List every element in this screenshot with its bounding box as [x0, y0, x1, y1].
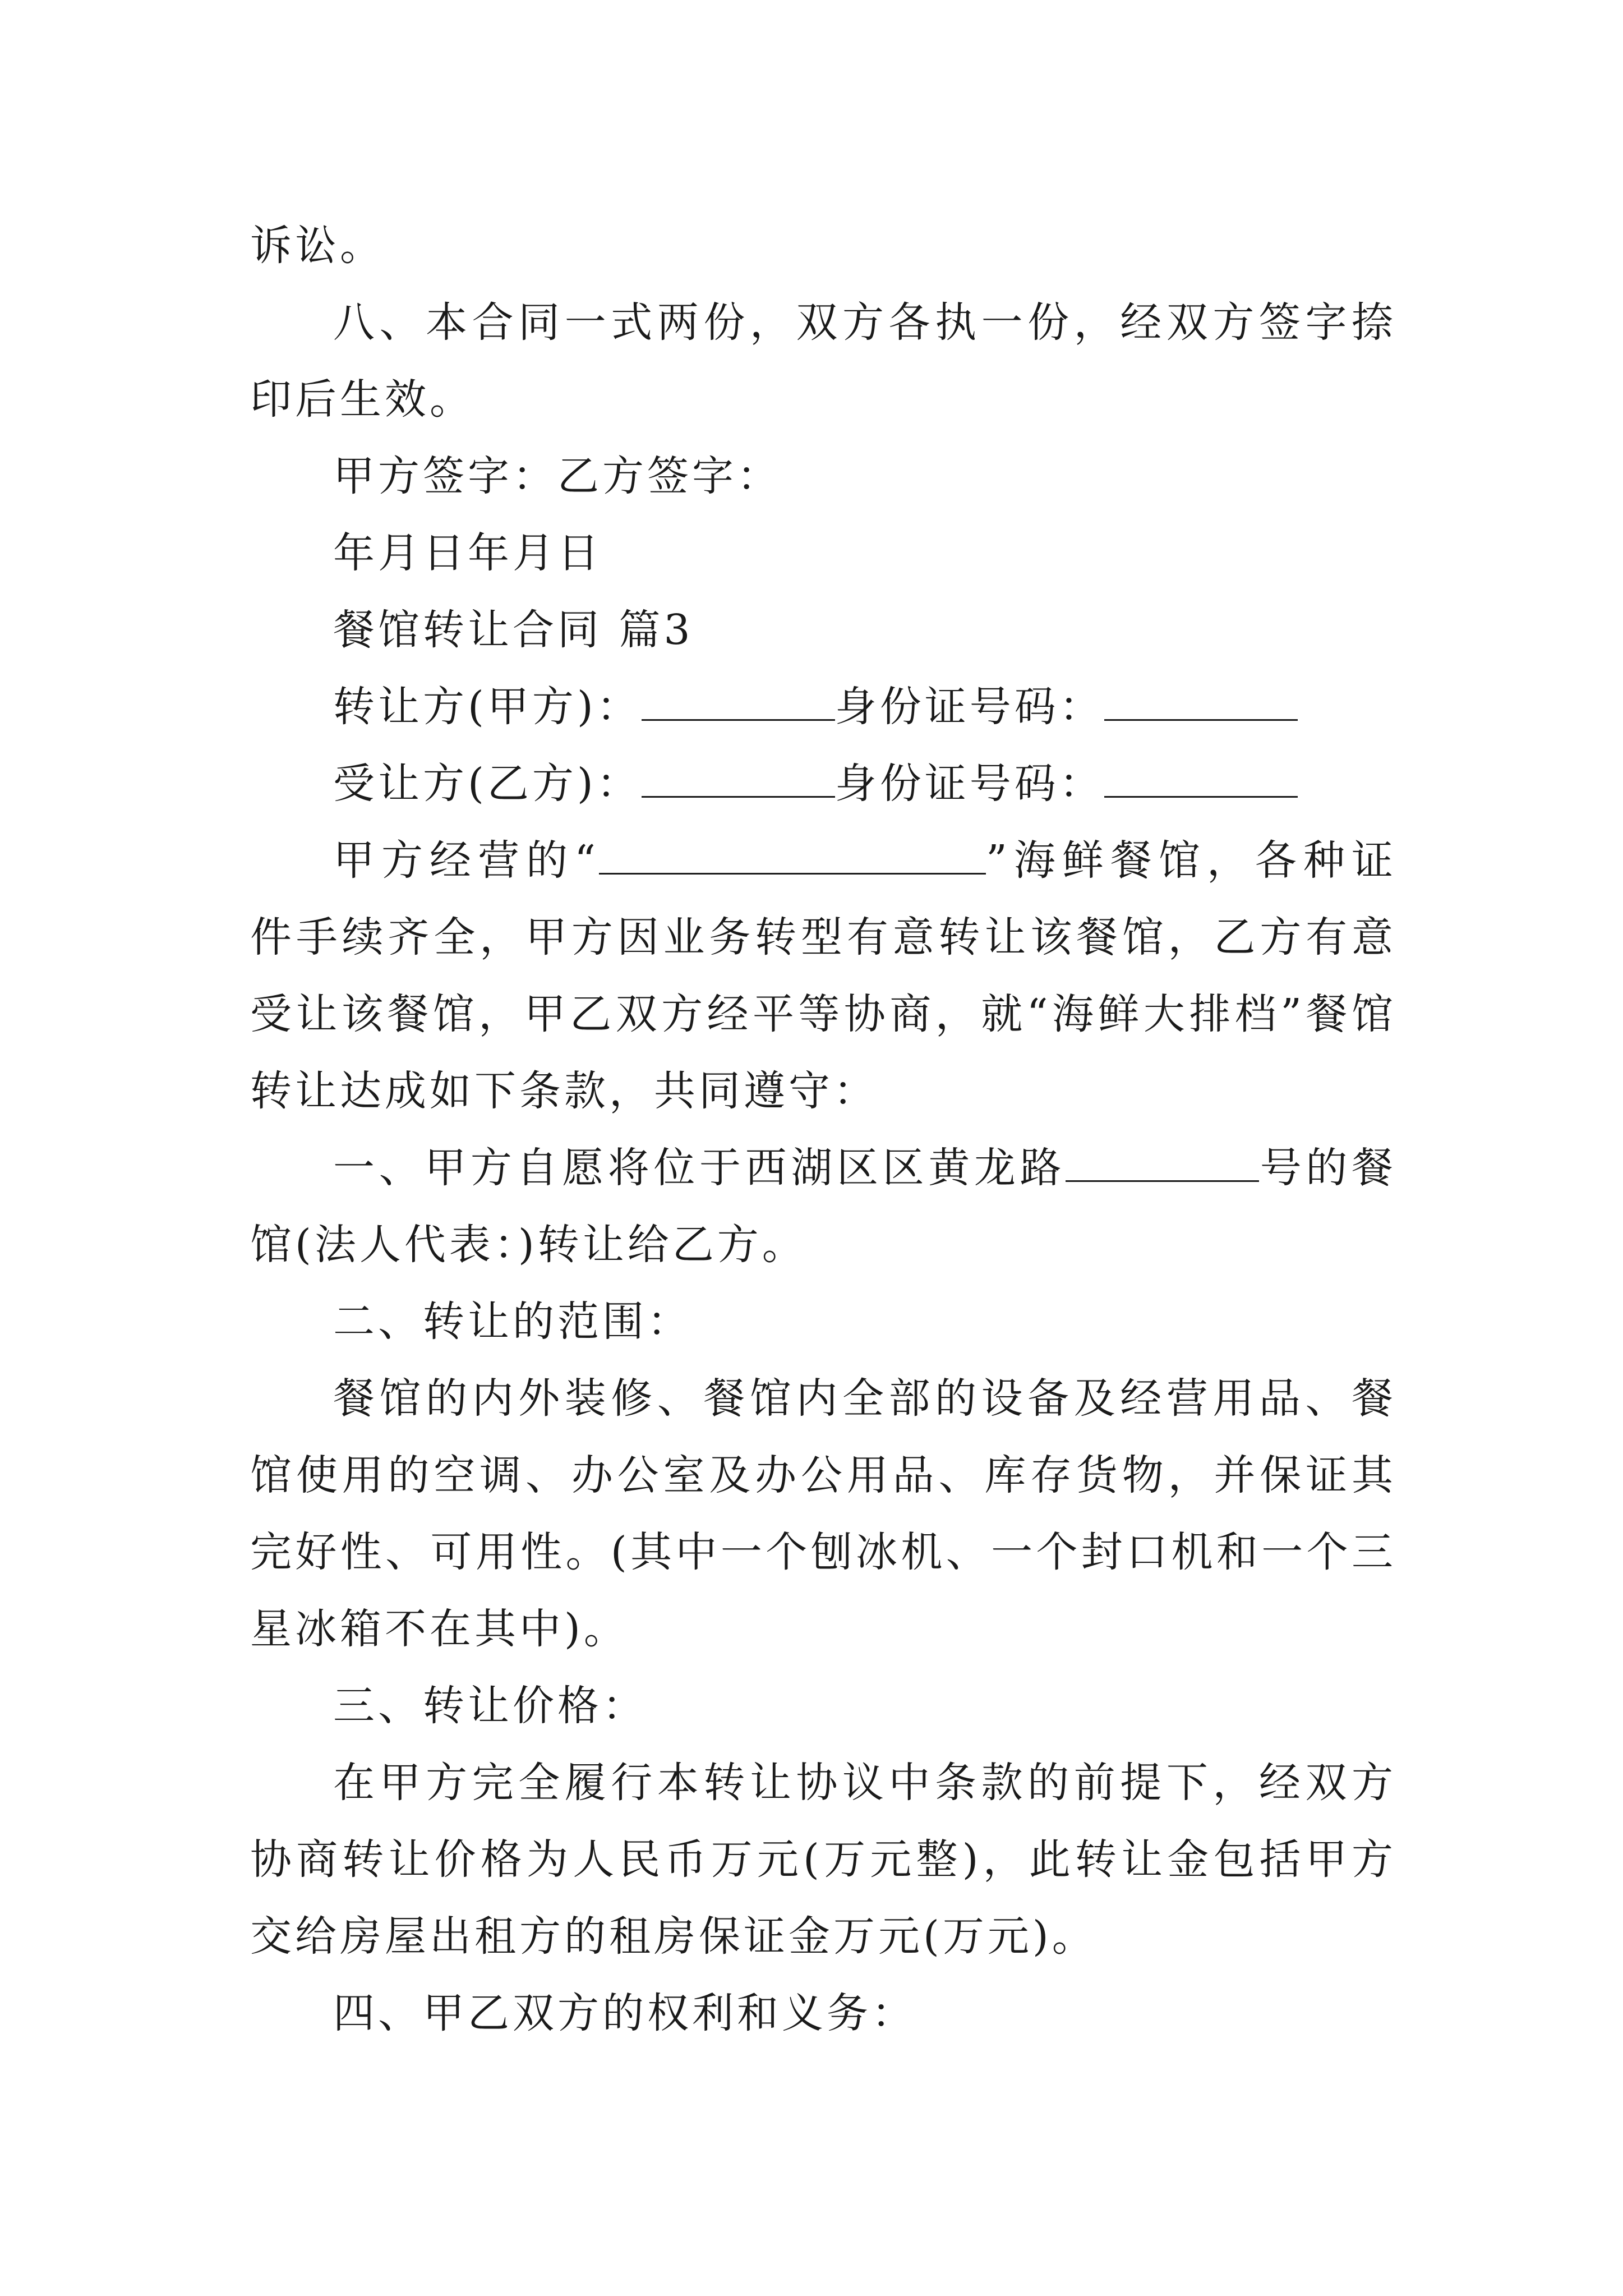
- fill-blank: [642, 683, 835, 721]
- date-line: [250, 515, 1396, 592]
- paragraph-scope: [250, 1360, 1396, 1668]
- paragraph-clause-one: [250, 1130, 1396, 1283]
- text-line: 餐馆转让合同 篇3: [333, 606, 694, 654]
- paragraph-intro: [250, 822, 1396, 1130]
- fill-blank: [1104, 760, 1298, 798]
- fill-blank: [1066, 1144, 1259, 1182]
- text-line: ”海鲜餐馆，各种证件手续齐全，甲方因业务转型有意转让该餐馆，乙方有意受让该餐馆，甲乙双方经平等协商，就“海鲜大排档”餐馆转让达成如下条款，共同遵守：: [250, 836, 1396, 1115]
- text-line: 转让方(甲方)：: [333, 683, 642, 731]
- paragraph-litigation-tail: [250, 208, 1396, 284]
- text-line: 身份证号码：: [834, 760, 1104, 808]
- text-line: 餐馆的内外装修、餐馆内全部的设备及经营用品、餐馆使用的空调、办公室及办公用品、库存货物，并保证其完好性、可用性。(其中一个刨冰机、一个封口机和一个三星冰箱不在其中)。: [250, 1374, 1396, 1653]
- section-heading: [250, 592, 1396, 669]
- text-line: 四、甲乙双方的权利和义务：: [333, 1989, 916, 2037]
- transferee-line: [250, 746, 1396, 822]
- text-line: 二、转让的范围：: [333, 1297, 692, 1346]
- fill-blank: [1104, 683, 1298, 721]
- paragraph-price: [250, 1745, 1396, 1975]
- text-line: 年月日年月日: [333, 529, 602, 577]
- text-line: 诉讼。: [250, 222, 385, 270]
- fill-blank: [599, 837, 986, 875]
- transferor-line: [250, 669, 1396, 746]
- text-line: 在甲方完全履行本转让协议中条款的前提下，经双方协商转让价格为人民币万元(万元整)，此转让金包括甲方交给房屋出租方的租房保证金万元(万元)。: [250, 1759, 1396, 1961]
- document-body: [250, 208, 1396, 2052]
- fill-blank: [642, 760, 835, 798]
- signature-line: [250, 438, 1396, 515]
- text-line: 号的餐馆(法人代表：)转让给乙方。: [250, 1144, 1397, 1269]
- text-line: 甲方签字：乙方签字：: [333, 452, 782, 500]
- heading-clause-four: [250, 1975, 1396, 2052]
- text-line: 三、转让价格：: [333, 1682, 647, 1730]
- heading-clause-three: [250, 1668, 1396, 1745]
- text-line: 受让方(乙方)：: [333, 760, 642, 808]
- text-line: 一、甲方自愿将位于西湖区区黄龙路: [333, 1144, 1066, 1192]
- paragraph-clause-eight: [250, 284, 1396, 438]
- text-line: 甲方经营的“: [333, 836, 599, 885]
- text-line: 身份证号码：: [834, 683, 1104, 731]
- text-line: 八、本合同一式两份，双方各执一份，经双方签字捺印后生效。: [250, 298, 1396, 424]
- heading-clause-two: [250, 1283, 1396, 1360]
